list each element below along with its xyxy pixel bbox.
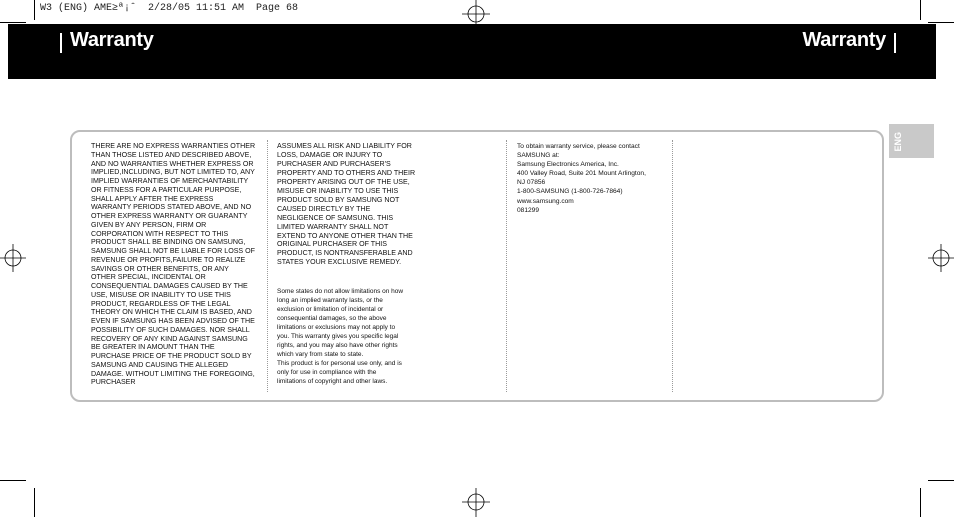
warranty-text-panel: [70, 130, 884, 402]
print-slug-line: W3 (ENG) AME≥ª¡ˆ 2/28/05 11:51 AM Page 68: [40, 3, 299, 14]
crop-mark-top-right-v: [920, 0, 921, 20]
crop-mark-bottom-right-h: [928, 480, 954, 481]
language-tab: [889, 124, 934, 158]
column-divider: [672, 140, 673, 392]
column-divider: [267, 140, 268, 392]
disclaimer-text: THERE ARE NO EXPRESS WARRANTIES OTHER THAN THOSE LISTED AND DESCRIBED ABOVE, AND NO WARRANTIES WHETHER EXPRESS OR IMPLIED,INCLUDING, BUT NOT LIMITED TO, ANY IMPLIED WARRANTIES OF MERCHANTABILITY OR FITNESS FOR A PARTICULAR PURPOSE, SHALL APPLY AFTER THE EXPRESS WARRANTY PERIODS STATED ABOVE, AND NO OTHER EXPRESS WARRANTY OR GUARANTY GIVEN BY ANY PERSON, FIRM OR CORPORATION WITH RESPECT TO THIS PRODUCT SHALL BE BINDING ON SAMSUNG, SAMSUNG SHALL NOT BE LIABLE FOR LOSS OF REVENUE OR PROFITS,FAILURE TO REALIZE SAVINGS OR OTHER BENEFITS, OR ANY OTHER SPECIAL, INCIDENTAL OR CONSEQUENTIAL DAMAGES CAUSED BY THE USE, MISUSE OR INABILITY TO USE THIS PRODUCT, REGARDLESS OF THE LEGAL THEORY ON WHICH THE CLAIM IS BASED, AND EVEN IF SAMSUNG HAS BEEN ADVISED OF THE POSSIBILITY OF SUCH DAMAGES. NOR SHALL RECOVERY OF ANY KIND AGAINST SAMSUNG BE GREATER IN AMOUNT THAN THE PURCHASE PRICE OF THE PRODUCT SOLD BY SAMSUNG AND CAUSING THE ALLEGED DAMAGE. WITHOUT LIMITING THE FOREGOING, PURCHASER: [91, 142, 256, 387]
crop-mark-top-left-v: [34, 0, 35, 20]
column-1: [91, 142, 259, 387]
state-rights-text: Some states do not allow limitations on how long an implied warranty lasts, or the exclusion or limitation of incidental or consequential damages, so the above limitations or exclusions may not apply to you. This warranty gives you specific legal rights, and you may also have other rights which vary from state to state. This product is for personal use only, and is only for use in compliance with the limitations of copyright and other laws.: [277, 288, 404, 386]
crop-mark-top-left-h: [0, 22, 26, 23]
crop-mark-bottom-left-h: [0, 480, 26, 481]
registration-mark-left: [0, 240, 26, 276]
registration-mark-bottom: [458, 488, 494, 517]
liability-text: ASSUMES ALL RISK AND LIABILITY FOR LOSS, DAMAGE OR INJURY TO PURCHASER AND PURCHASER'S PROPERTY AND TO OTHERS AND THEIR PROPERTY ARISING OUT OF THE USE, MISUSE OR INABILITY TO USE THIS PRODUCT SOLD BY SAMSUNG NOT CAUSED DIRECTLY BY THE NEGLIGENCE OF SAMSUNG. THIS LIMITED WARRANTY SHALL NOT EXTEND TO ANYONE OTHER THAN THE ORIGINAL PURCHASER OF THIS PRODUCT, IS NONTRANSFERABLE AND STATES YOUR EXCLUSIVE REMEDY.: [277, 142, 416, 267]
page-title-right: Warranty: [802, 29, 890, 52]
crop-mark-bottom-left-v: [34, 488, 35, 517]
column-2: [277, 142, 427, 386]
page-title-left: Warranty: [64, 29, 154, 52]
registration-mark-right: [928, 240, 954, 276]
column-3: [517, 142, 672, 215]
language-tab-label: ENG: [893, 132, 903, 152]
column-divider: [506, 140, 507, 392]
service-contact-text: To obtain warranty service, please contact SAMSUNG at: Samsung Electronics America, Inc. 400 Valley Road, Suite 201 Mount Arlington, NJ 07856 1-800-SAMSUNG (1-800-726-7864) www.samsung.com 081299: [517, 143, 646, 214]
crop-mark-top-right-h: [928, 22, 954, 23]
crop-mark-bottom-right-v: [920, 488, 921, 517]
